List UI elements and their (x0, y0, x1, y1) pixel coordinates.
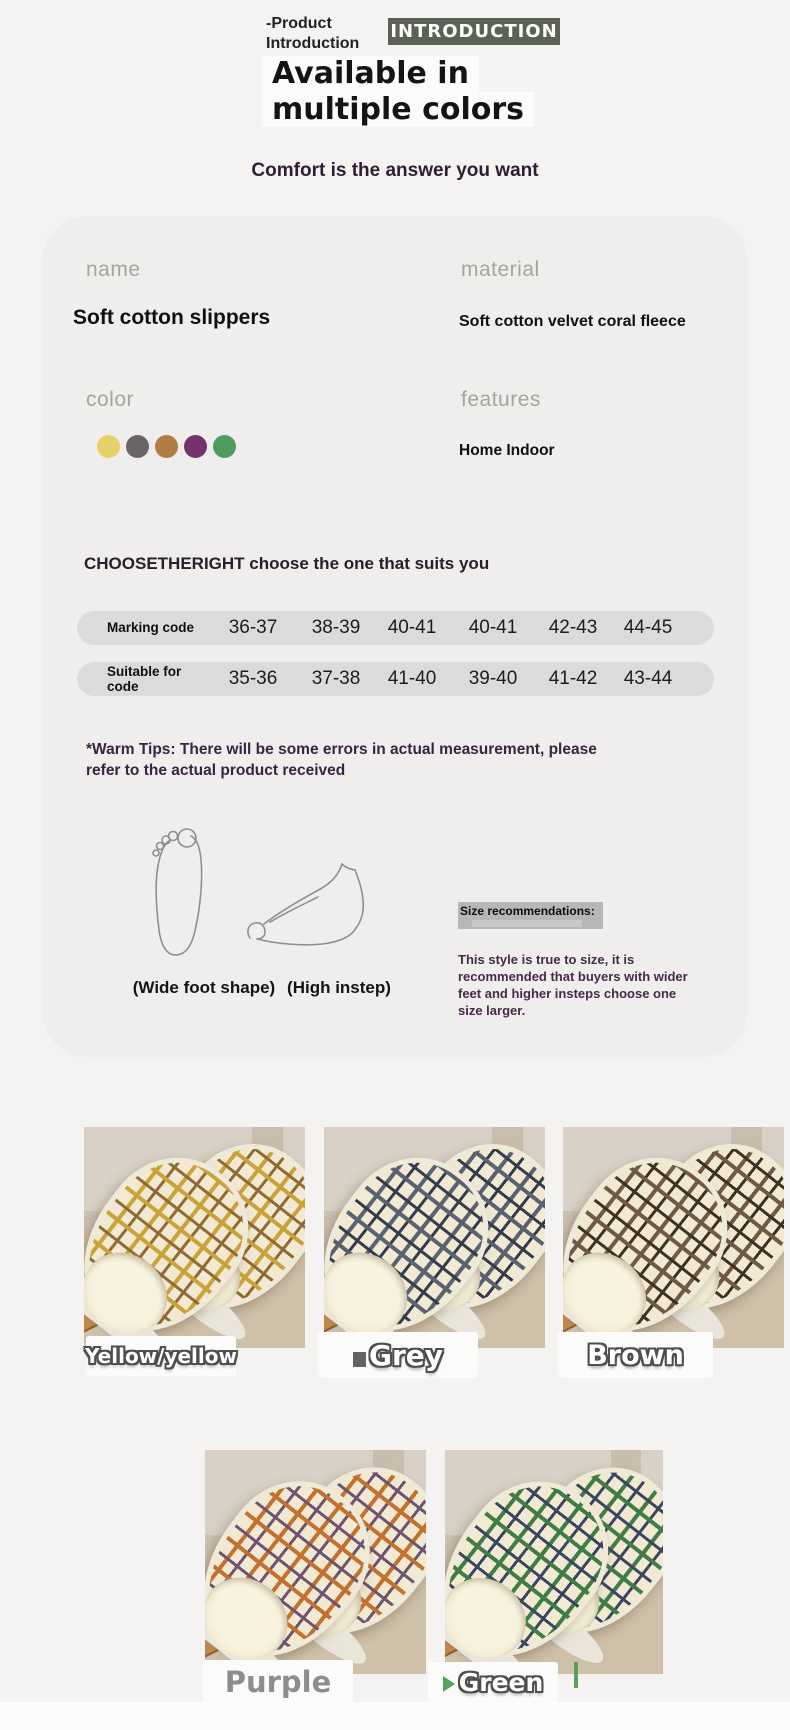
high-instep-illustration (242, 858, 377, 956)
grey-square-marker (353, 1352, 366, 1367)
wide-foot-caption: (Wide foot shape) (132, 978, 276, 997)
page-title-line: multiple colors (262, 92, 534, 128)
color-swatch-purple[interactable] (184, 435, 207, 458)
warm-tips: *Warm Tips: There will be some errors in actual measurement, please refer to the actual product received (86, 741, 597, 779)
size-cell: 43-44 (623, 668, 673, 689)
photo-label-text: Green (458, 1667, 544, 1697)
kicker (266, 14, 359, 54)
size-cell: 41-42 (548, 668, 598, 689)
product-info-card (42, 216, 748, 1057)
photo-label-grey (318, 1332, 478, 1378)
kicker-line: Introduction (266, 35, 360, 52)
features-label: features (461, 388, 541, 411)
photo-label-brown (558, 1332, 713, 1378)
photo-label-text: Brown (587, 1339, 684, 1371)
product-photo-grey[interactable] (324, 1127, 545, 1348)
high-instep-caption: (High instep) (287, 978, 391, 997)
material-value: Soft cotton velvet coral fleece (459, 313, 686, 330)
size-cell: 37-38 (311, 668, 361, 689)
name-label: name (86, 258, 141, 281)
wide-foot-illustration (142, 824, 216, 964)
kicker-line: -Product (266, 15, 332, 32)
size-cell: 40-41 (468, 617, 518, 638)
color-swatch-green[interactable] (213, 435, 236, 458)
photo-label-text: Grey (368, 1338, 444, 1372)
size-cell: 38-39 (311, 617, 361, 638)
photo-label-purple (203, 1660, 353, 1704)
color-swatch-grey[interactable] (126, 435, 149, 458)
size-cell: 39-40 (468, 668, 518, 689)
features-value: Home Indoor (459, 442, 555, 459)
size-chart-heading: CHOOSETHERIGHT choose the one that suits you (84, 554, 490, 573)
color-swatch-brown[interactable] (155, 435, 178, 458)
size-row-label: Marking code (107, 620, 195, 636)
size-chart-row-marking-code (77, 611, 714, 645)
size-recommendation-paragraph: This style is true to size, it is recommended that buyers with wider feet and higher insteps choose one size larger. (458, 952, 688, 1018)
product-photo-green[interactable] (445, 1450, 663, 1674)
introduction-badge: INTRODUCTION (388, 18, 560, 45)
page-subtitle: Comfort is the answer you want (251, 160, 539, 181)
green-triangle-marker (443, 1676, 455, 1692)
size-recommendations-label (458, 902, 603, 929)
product-photo-yellow[interactable] (84, 1127, 305, 1348)
size-recommendations-text: Size recommendations: (460, 904, 595, 918)
material-label: material (461, 258, 540, 281)
page-title-line: Available in (262, 56, 479, 92)
size-cell: 42-43 (548, 617, 598, 638)
size-chart-row-suitable-code (77, 662, 714, 696)
product-photo-purple[interactable] (205, 1450, 426, 1674)
color-swatch-yellow[interactable] (97, 435, 120, 458)
photo-label-text: Purple (224, 1665, 332, 1699)
page-title (262, 56, 534, 127)
name-value: Soft cotton slippers (73, 306, 271, 329)
size-row-label: Suitable for code (107, 663, 182, 694)
color-swatches (97, 435, 236, 458)
product-photo-brown[interactable] (563, 1127, 784, 1348)
color-label: color (86, 388, 135, 411)
green-tick-mark (574, 1662, 578, 1688)
size-cell: 40-41 (387, 617, 437, 638)
size-cell: 35-36 (228, 668, 278, 689)
photo-label-text: Yellow/yellow (85, 1344, 237, 1368)
photo-label-green (428, 1662, 558, 1702)
size-cell: 36-37 (228, 617, 278, 638)
bottom-strip (0, 1702, 790, 1730)
size-cell: 44-45 (623, 617, 673, 638)
photo-label-yellow (86, 1336, 236, 1376)
size-cell: 41-40 (387, 668, 437, 689)
